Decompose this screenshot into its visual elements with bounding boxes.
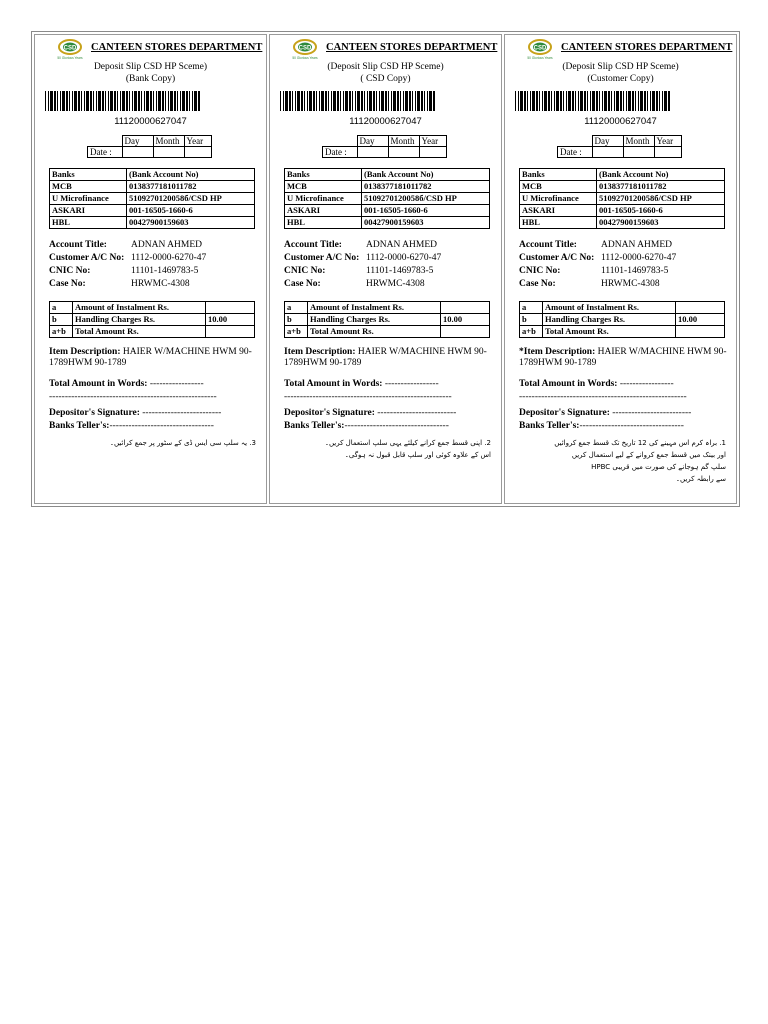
barcode-bar: [177, 91, 178, 111]
barcode-bar: [162, 91, 164, 111]
date-year-field[interactable]: [419, 147, 446, 158]
barcode-bar: [316, 91, 317, 111]
barcode-bar: [168, 91, 169, 111]
barcode-bar: [527, 91, 528, 111]
barcode-bar: [376, 91, 377, 111]
barcode-bar: [548, 91, 550, 111]
account-info: Account Title: ADNAN AHMED Customer A/C No: 1112-0000-6270-47 CNIC No: 11101-1469783-5 Case No: HRWMC-4308: [284, 240, 442, 289]
barcode-bar: [566, 91, 567, 111]
item-description: Item Description: HAIER W/MACHINE HWM 90-1789HWM 90-1789: [49, 347, 252, 368]
barcode-number: 11120000627047: [114, 116, 187, 127]
barcode-bar: [632, 91, 634, 111]
barcode-bar: [170, 91, 173, 111]
date-year-field[interactable]: [184, 147, 211, 158]
barcode-bar: [518, 91, 519, 111]
date-year-field[interactable]: [654, 147, 681, 158]
barcode-bar: [66, 91, 68, 111]
barcode-bar: [532, 91, 535, 111]
amount-in-words: Total Amount in Words: -----------------: [284, 379, 439, 389]
barcode-bar: [120, 91, 121, 111]
urdu-line: اور بینک میں قسط جمع کروانے کے لیے استعمال کریں: [571, 451, 726, 459]
deposit-slip: [269, 34, 502, 504]
barcode-bar: [93, 91, 94, 111]
barcode-bar: [328, 91, 329, 111]
barcode-bar: [45, 91, 46, 111]
amount-table: a Amount of Instalment Rs. b Handling Charges Rs. 10.00 a+b Total Amount Rs.: [284, 301, 490, 338]
svg-text:50 Glorious Years: 50 Glorious Years: [527, 56, 553, 60]
barcode-bar: [78, 91, 80, 111]
barcode-bar: [647, 91, 648, 111]
total-amount-field[interactable]: [206, 326, 255, 338]
signatures: Depositor's Signature: ------------------------- Banks Teller's:---------------------------------: [284, 408, 457, 431]
barcode-bar: [429, 91, 432, 111]
barcode-bar: [616, 91, 619, 111]
barcode-bar: [656, 91, 658, 111]
barcode-bar: [297, 91, 300, 111]
dash-line: -----------------------------------------------------: [49, 392, 217, 402]
urdu-line: 3. یہ سلپ سی ایس ڈی کے سٹور پر جمع کرائیں۔: [109, 439, 256, 447]
total-amount-field[interactable]: [676, 326, 725, 338]
barcode-bar: [584, 91, 586, 111]
barcode-bar: [307, 91, 308, 111]
barcode-bar: [623, 91, 624, 111]
barcode-bar: [158, 91, 161, 111]
barcode-bar: [393, 91, 396, 111]
deposit-slip-sheet: [31, 31, 740, 507]
barcode-bar: [433, 91, 435, 111]
barcode-bar: [192, 91, 193, 111]
barcode-bar: [379, 91, 380, 111]
barcode-icon: [280, 91, 436, 111]
barcode-bar: [60, 91, 61, 111]
barcode-bar: [141, 91, 142, 111]
slip-copy-label: ( CSD Copy): [360, 74, 411, 84]
barcode-bar: [110, 91, 113, 111]
barcode-bar: [644, 91, 646, 111]
barcode-bar: [373, 91, 375, 111]
barcode-bar: [292, 91, 293, 111]
barcode-bar: [84, 91, 85, 111]
barcode-bar: [515, 91, 516, 111]
barcode-bar: [580, 91, 583, 111]
barcode-bar: [165, 91, 166, 111]
urdu-line: سے رابطہ کریں۔: [675, 475, 726, 483]
slip-header: [49, 35, 262, 61]
slip-header: [284, 35, 497, 61]
svg-text:CSD: CSD: [533, 45, 547, 52]
barcode-bar: [628, 91, 631, 111]
barcode-bar: [554, 91, 555, 111]
svg-text:50 Glorious Years: 50 Glorious Years: [57, 56, 83, 60]
signatures: Depositor's Signature: ------------------------- Banks Teller's:---------------------------------: [519, 408, 692, 431]
account-info: Account Title: ADNAN AHMED Customer A/C No: 1112-0000-6270-47 CNIC No: 11101-1469783-5 Case No: HRWMC-4308: [519, 240, 677, 289]
barcode-bar: [556, 91, 559, 111]
barcode-bar: [132, 91, 133, 111]
department-title: CANTEEN STORES DEPARTMENT: [326, 42, 498, 53]
barcode-bar: [544, 91, 547, 111]
barcode-bar: [57, 91, 58, 111]
department-title: CANTEEN STORES DEPARTMENT: [91, 42, 263, 53]
barcode-bar: [602, 91, 603, 111]
signatures: Depositor's Signature: ------------------------- Banks Teller's:---------------------------------: [49, 408, 222, 431]
barcode-bar: [563, 91, 564, 111]
urdu-line: اس کے علاوہ کوئی اور سلپ قابل قبول نہ ہوگی۔: [344, 451, 491, 459]
barcode-bar: [309, 91, 312, 111]
svg-text:CSD: CSD: [298, 45, 312, 52]
banks-table: Banks (Bank Account No) MCB 0138377181011782 U Microfinance 5109270120058б/CSD HP ASKARI 001-16505-1660-6 HBL 00427900159603: [519, 168, 725, 229]
amount-in-words: Total Amount in Words: -----------------: [49, 379, 204, 389]
barcode-bar: [153, 91, 154, 111]
barcode-bar: [114, 91, 116, 111]
barcode-bar: [301, 91, 303, 111]
barcode-bar: [108, 91, 109, 111]
item-description: Item Description: HAIER W/MACHINE HWM 90-1789HWM 90-1789: [284, 347, 487, 368]
barcode-bar: [134, 91, 137, 111]
barcode-bar: [129, 91, 130, 111]
barcode-bar: [54, 91, 56, 111]
barcode-bar: [357, 91, 360, 111]
barcode-bar: [388, 91, 389, 111]
barcode-bar: [182, 91, 185, 111]
account-info: Account Title: ADNAN AHMED Customer A/C No: 1112-0000-6270-47 CNIC No: 11101-1469783-5 Case No: HRWMC-4308: [49, 240, 207, 289]
barcode-bar: [355, 91, 356, 111]
urdu-line: 2. اپنی قسط جمع کرانے کیلئے یہی سلپ استعمال کریں۔: [324, 439, 491, 447]
barcode-bar: [313, 91, 315, 111]
barcode-bar: [640, 91, 643, 111]
barcode-bar: [381, 91, 384, 111]
barcode-bar: [146, 91, 149, 111]
barcode-bar: [283, 91, 284, 111]
slip-subtitle: (Deposit Slip CSD HP Sceme): [327, 62, 444, 72]
barcode-bar: [659, 91, 660, 111]
barcode-bar: [560, 91, 562, 111]
barcode-bar: [138, 91, 140, 111]
barcode-bar: [321, 91, 324, 111]
barcode-bar: [596, 91, 598, 111]
barcode-bar: [664, 91, 667, 111]
barcode-bar: [333, 91, 336, 111]
slip-subtitle: Deposit Slip CSD HP Sceme): [93, 62, 208, 72]
barcode-bar: [369, 91, 372, 111]
barcode-bar: [417, 91, 420, 111]
barcode-bar: [198, 91, 200, 111]
date-month-field[interactable]: [153, 147, 184, 158]
barcode-bar: [186, 91, 188, 111]
barcode-bar: [50, 91, 53, 111]
dash-line: -----------------------------------------------------: [519, 392, 687, 402]
barcode-bar: [572, 91, 574, 111]
urdu-instructions: [284, 437, 497, 461]
barcode-bar: [652, 91, 655, 111]
amount-in-words: Total Amount in Words: -----------------: [519, 379, 674, 389]
barcode-bar: [638, 91, 639, 111]
date-day-field[interactable]: [122, 147, 153, 158]
barcode-bar: [361, 91, 363, 111]
barcode-bar: [405, 91, 408, 111]
barcode-bar: [421, 91, 423, 111]
barcode-bar: [604, 91, 607, 111]
barcode-bar: [144, 91, 145, 111]
barcode-bar: [150, 91, 152, 111]
barcode-bar: [415, 91, 416, 111]
date-table: Day Month Year Date :: [557, 135, 682, 158]
date-label: Date :: [323, 147, 358, 158]
csd-logo-icon: [527, 38, 553, 60]
barcode-bar: [174, 91, 176, 111]
barcode-bar: [542, 91, 543, 111]
banks-table: Banks (Bank Account No) MCB 0138377181011782 U Microfinance 5109270120058б/CSD HP ASKARI 001-16505-1660-6 HBL 00427900159603: [49, 168, 255, 229]
barcode-bar: [289, 91, 291, 111]
item-description: *Item Description: HAIER W/MACHINE HWM 90-1789HWM 90-1789: [519, 347, 727, 368]
slip-subtitle: (Deposit Slip CSD HP Sceme): [562, 62, 679, 72]
barcode-bar: [620, 91, 622, 111]
barcode-bar: [62, 91, 65, 111]
barcode-bar: [364, 91, 365, 111]
barcode-bar: [575, 91, 576, 111]
barcode-bar: [367, 91, 368, 111]
barcode-bar: [69, 91, 70, 111]
barcode-bar: [662, 91, 663, 111]
urdu-instructions: [519, 437, 732, 485]
date-month-field[interactable]: [623, 147, 654, 158]
barcode-bar: [590, 91, 591, 111]
barcode-bar: [614, 91, 615, 111]
barcode-bar: [180, 91, 181, 111]
barcode-bar: [587, 91, 588, 111]
date-month-field[interactable]: [388, 147, 419, 158]
barcode-bar: [352, 91, 353, 111]
barcode-bar: [524, 91, 526, 111]
total-amount-field[interactable]: [441, 326, 490, 338]
barcode-bar: [117, 91, 118, 111]
barcode-bar: [280, 91, 281, 111]
barcode-bar: [319, 91, 320, 111]
barcode-icon: [45, 91, 201, 111]
svg-text:50 Glorious Years: 50 Glorious Years: [292, 56, 318, 60]
date-table: Day Month Year Date :: [322, 135, 447, 158]
amount-table: a Amount of Instalment Rs. b Handling Charges Rs. 10.00 a+b Total Amount Rs.: [519, 301, 725, 338]
urdu-line: 1. براہ کرم اس مہینے کی 12 تاریخ تک قسط جمع کروائیں: [554, 439, 726, 447]
barcode-bar: [427, 91, 428, 111]
barcode-bar: [96, 91, 97, 111]
barcode-bar: [189, 91, 190, 111]
barcode-bar: [611, 91, 612, 111]
department-title: CANTEEN STORES DEPARTMENT: [561, 42, 733, 53]
barcode-bar: [285, 91, 288, 111]
barcode-bar: [568, 91, 571, 111]
slip-header: [519, 35, 732, 61]
deposit-slip: [504, 34, 737, 504]
barcode-bar: [397, 91, 399, 111]
barcode-bar: [578, 91, 579, 111]
barcode-bar: [409, 91, 411, 111]
urdu-instructions: [49, 437, 262, 449]
barcode-bar: [72, 91, 73, 111]
barcode-bar: [90, 91, 92, 111]
barcode-bar: [98, 91, 101, 111]
barcode-bar: [536, 91, 538, 111]
barcode-bar: [340, 91, 341, 111]
barcode-bar: [385, 91, 387, 111]
barcode-bar: [539, 91, 540, 111]
barcode-bar: [520, 91, 523, 111]
barcode-bar: [81, 91, 82, 111]
barcode-bar: [304, 91, 305, 111]
dash-line: -----------------------------------------------------: [284, 392, 452, 402]
barcode-bar: [592, 91, 595, 111]
barcode-bar: [424, 91, 425, 111]
barcode-bar: [403, 91, 404, 111]
barcode-bar: [668, 91, 670, 111]
date-day-field[interactable]: [357, 147, 388, 158]
csd-logo-icon: [57, 38, 83, 60]
banks-table: Banks (Bank Account No) MCB 0138377181011782 U Microfinance 5109270120058б/CSD HP ASKARI 001-16505-1660-6 HBL 00427900159603: [284, 168, 490, 229]
barcode-bar: [105, 91, 106, 111]
barcode-bar: [331, 91, 332, 111]
barcode-bar: [325, 91, 327, 111]
barcode-bar: [626, 91, 627, 111]
barcode-bar: [349, 91, 351, 111]
barcode-bar: [194, 91, 197, 111]
barcode-bar: [295, 91, 296, 111]
csd-logo-icon: [292, 38, 318, 60]
barcode-number: 11120000627047: [584, 116, 657, 127]
barcode-bar: [337, 91, 339, 111]
barcode-bar: [343, 91, 344, 111]
barcode-bar: [102, 91, 104, 111]
barcode-bar: [74, 91, 77, 111]
date-day-field[interactable]: [592, 147, 623, 158]
barcode-bar: [48, 91, 49, 111]
date-table: Day Month Year Date :: [87, 135, 212, 158]
instalment-amount-field[interactable]: [206, 302, 255, 314]
barcode-icon: [515, 91, 671, 111]
barcode-bar: [122, 91, 125, 111]
barcode-bar: [412, 91, 413, 111]
barcode-bar: [391, 91, 392, 111]
barcode-bar: [650, 91, 651, 111]
barcode-number: 11120000627047: [349, 116, 422, 127]
barcode-bar: [530, 91, 531, 111]
deposit-slip: [34, 34, 267, 504]
barcode-bar: [156, 91, 157, 111]
barcode-bar: [608, 91, 610, 111]
slip-copy-label: (Bank Copy): [125, 74, 176, 84]
barcode-bar: [345, 91, 348, 111]
date-label: Date :: [88, 147, 123, 158]
slip-copy-label: (Customer Copy): [587, 74, 654, 84]
barcode-bar: [86, 91, 89, 111]
barcode-bar: [126, 91, 128, 111]
svg-text:CSD: CSD: [63, 45, 77, 52]
amount-table: a Amount of Instalment Rs. b Handling Charges Rs. 10.00 a+b Total Amount Rs.: [49, 301, 255, 338]
barcode-bar: [400, 91, 401, 111]
instalment-amount-field[interactable]: [676, 302, 725, 314]
urdu-line: سلپ گم ہوجانے کی صورت میں قریبی HPBC: [591, 463, 726, 471]
barcode-bar: [599, 91, 600, 111]
instalment-amount-field[interactable]: [441, 302, 490, 314]
barcode-bar: [635, 91, 636, 111]
date-label: Date :: [558, 147, 593, 158]
barcode-bar: [551, 91, 552, 111]
